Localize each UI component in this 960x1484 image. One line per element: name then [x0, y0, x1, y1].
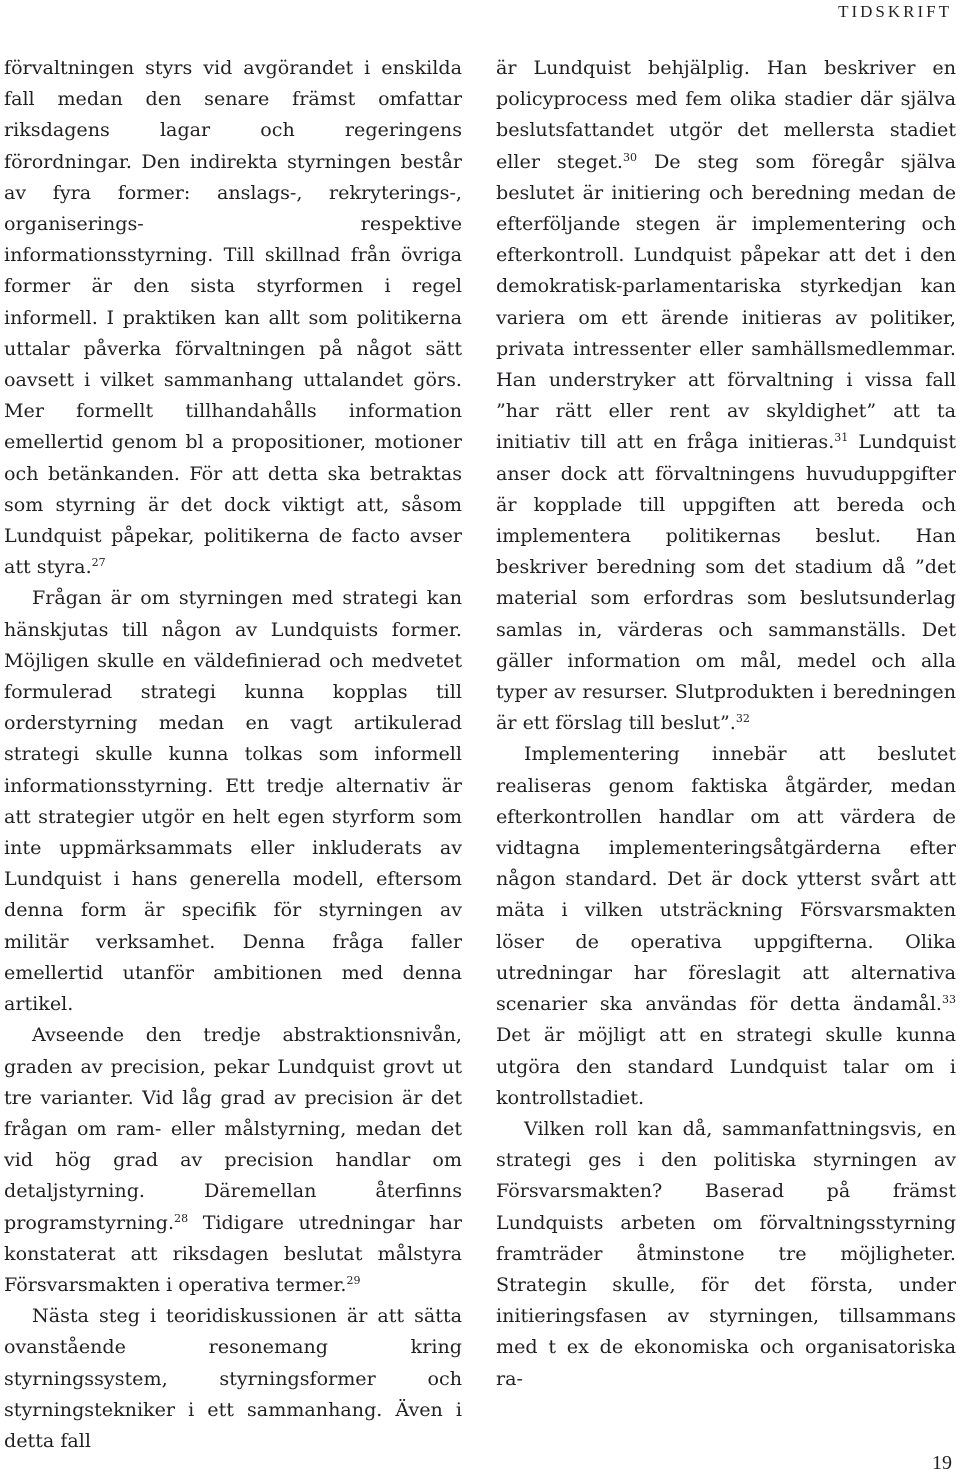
right-column: [496, 52, 956, 1394]
paragraph: Avseende den tredje abstraktionsnivån, graden av precision, pekar Lundquist grovt ut tre varianter. Vid låg grad av precision är det frågan om ram- eller målstyrning, medan det vid hög grad av precision handlar om detaljstyrning. Däremellan återfinns programstyrning.$^{28}$ Tidigare utredningar har konstaterat att riksdagen beslutat målstyra Försvarsmakten i operativa termer.$^{29}$: [4, 1023, 462, 1296]
running-header: TIDSKRIFT: [838, 2, 952, 21]
page-number: 19: [932, 1452, 952, 1474]
paragraph: Frågan är om styrningen med strategi kan hänskjutas till någon av Lundquists former. Möjligen skulle en väldefinierad och medvetet formulerad strategi kunna kopplas till orderstyrning medan en vagt artikulerad strategi skulle kunna tolkas som informell informationsstyrning. Ett tredje alternativ är att strategier utgör en helt egen styrform som inte uppmärksammats eller inkluderats av Lundquist i hans generella modell, eftersom denna form är specifik för styrningen av militär verksamhet. Denna fråga faller emellertid utanför ambitionen med denna artikel.: [4, 586, 462, 1016]
footnote-ref: 32: [735, 712, 750, 726]
paragraph: Vilken roll kan då, sammanfattningsvis, en strategi ges i den politiska styrningen av Försvarsmakten? Baserad på främst Lundquists arbeten om förvaltningsstyrning framträder åtminstone tre möjligheter. Strategin skulle, för det första, under initieringsfasen av styrningen, tillsammans med t ex de ekonomiska och organisatoriska ra-: [496, 1116, 956, 1390]
paragraph: Nästa steg i teoridiskussionen är att sätta ovanstående resonemang kring styrningssystem, styrningsformer och styrningstekniker i ett sammanhang. Även i detta fall: [4, 1304, 462, 1452]
left-column: [4, 52, 462, 1456]
paragraph: är Lundquist behjälplig. Han beskriver en policyprocess med fem olika stadier där själva beslutsfattandet utgör det mellersta stadiet eller steget.$^{30}$ De steg som föregår själva beslutet är initiering och beredning medan de efterföljande stegen är implementering och efterkontroll. Lundquist påpekar att det i den demokratisk-parlamentariska styrkedjan kan variera om ett ärende initieras av politiker, privata intressenter eller samhällsmedlemmar. Han understryker att förvaltning i vissa fall ”har rätt eller rent av skyldighet” att ta initiativ till att en fråga initieras.$^{31}$ Lundquist anser dock att förvaltningens huvuduppgifter är kopplade till uppgiften att bereda och implementera politikernas beslut. Han beskriver beredning som det stadium då ”det material som erfordras som beslutsunderlag samlas in, värderas och sammanställs. Det gäller information om mål, medel och alla typer av resurser. Slutprodukten i beredningen är ett förslag till beslut”.$^{32}$: [496, 56, 957, 735]
paragraph: förvaltningen styrs vid avgörandet i enskilda fall medan den senare främst omfattar riksdagens lagar och regeringens förordningar. Den indirekta styrningen består av fyra former: anslags-, rekryterings-, organiserings- respektive informationsstyrning. Till skillnad från övriga former är den sista styrformen i regel informell. I praktiken kan allt som politikerna uttalar påverka förvaltningen på något sätt oavsett i vilket sammanhang uttalandet görs. Mer formellt tillhandahålls information emellertid genom bl a propositioner, motioner och betänkanden. För att detta ska betraktas som styrning är det dock viktigt att, såsom Lundquist påpekar, politikerna de facto avser att styra.$^{27}$: [4, 56, 462, 579]
footnote-ref: 28: [174, 1211, 189, 1225]
footnote-ref: 33: [942, 993, 956, 1007]
footnote-ref: 31: [834, 431, 849, 445]
footnote-ref: 30: [622, 150, 637, 164]
footnote-ref: 27: [91, 556, 106, 570]
footnote-ref: 29: [346, 1273, 361, 1287]
paragraph: Implementering innebär att beslutet realiseras genom faktiska åtgärder, medan efterkontrollen handlar om att värdera de vidtagna implementeringsåtgärderna efter någon standard. Det är dock ytterst svårt att mäta i vilken utsträckning Försvarsmakten löser de operativa uppgifterna. Olika utredningar har föreslagit att alternativa scenarier ska användas för detta ändamål.$^{33}$ Det är möjligt att en strategi skulle kunna utgöra den standard Lundquist talar om i kontrollstadiet.: [496, 742, 956, 1109]
